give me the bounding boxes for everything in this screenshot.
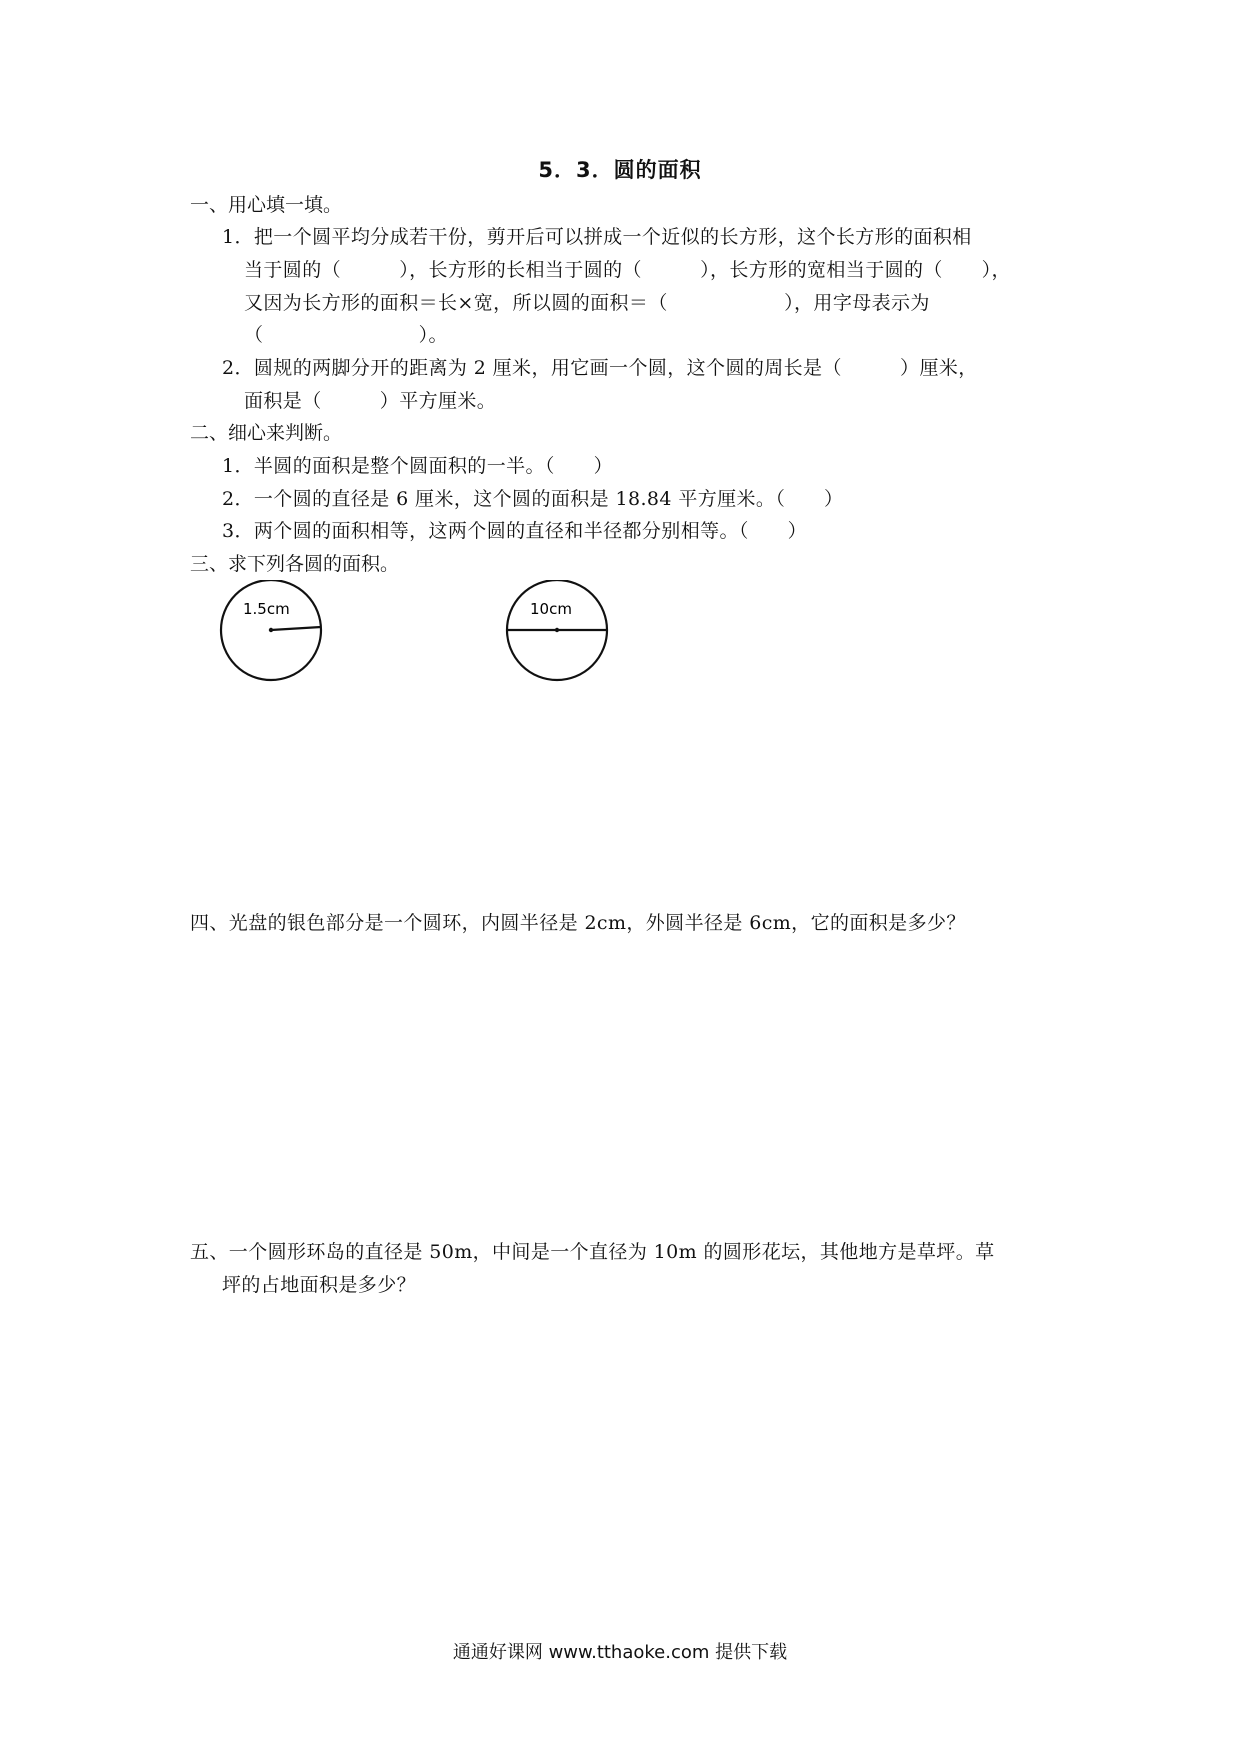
section-1-heading: 一、用心填一填。 [190, 194, 343, 216]
judge-item-3: 3．两个圆的面积相等，这两个圆的直径和半径都分别相等。（ ） [222, 520, 807, 542]
center-dot-1 [269, 628, 273, 632]
section-4-question: 四、光盘的银色部分是一个圆环，内圆半径是 2cm，外圆半径是 6cm，它的面积是多少？ [190, 912, 966, 934]
section-5-line-2: 坪的占地面积是多少？ [222, 1274, 417, 1296]
q1-line-2: 当于圆的（ ），长方形的长相当于圆的（ ），长方形的宽相当于圆的（ ）， [244, 259, 1011, 281]
q2-line-2: 面积是（ ）平方厘米。 [244, 390, 497, 412]
q1-line-3: 又因为长方形的面积＝长×宽，所以圆的面积＝（ ），用字母表示为 [244, 292, 930, 314]
circle-figure-radius [221, 580, 321, 680]
footer-source: 通通好课网 www.tthaoke.com 提供下载 [452, 1642, 788, 1663]
radius-line [271, 627, 321, 630]
section-2-heading: 二、细心来判断。 [190, 422, 343, 444]
q1-line-4: （ ）。 [244, 324, 448, 346]
radius-label: 1.5cm [243, 600, 290, 618]
page-title: 5．3．圆的面积 [538, 158, 702, 182]
section-5-line-1: 五、一个圆形环岛的直径是 50m，中间是一个直径为 10m 的圆形花坛，其他地方是草坪。草 [190, 1241, 995, 1263]
circle-figures [210, 580, 630, 690]
q2-line-1: 2．圆规的两脚分开的距离为 2 厘米，用它画一个圆，这个圆的周长是（ ）厘米， [222, 357, 978, 379]
judge-item-2: 2．一个圆的直径是 6 厘米，这个圆的面积是 18.84 平方厘米。（ ） [222, 488, 844, 510]
section-3-heading: 三、求下列各圆的面积。 [190, 553, 400, 575]
diameter-label: 10cm [530, 600, 572, 618]
judge-item-1: 1．半圆的面积是整个圆面积的一半。（ ） [222, 455, 613, 477]
center-dot-2 [555, 628, 559, 632]
circle-figure-diameter [507, 580, 607, 680]
q1-line-1: 1．把一个圆平均分成若干份，剪开后可以拼成一个近似的长方形，这个长方形的面积相 [222, 226, 972, 248]
